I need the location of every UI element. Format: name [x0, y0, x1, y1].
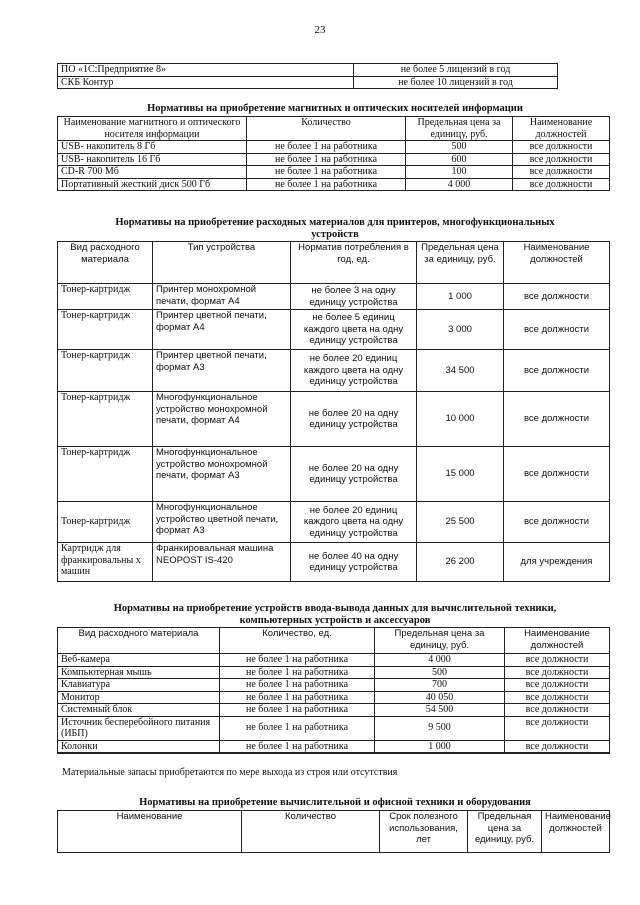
price: 4 000 — [406, 178, 513, 191]
page-number: 23 — [314, 24, 326, 36]
item-name: Колонки — [58, 740, 220, 753]
price: 700 — [375, 679, 505, 692]
table-row — [58, 691, 610, 704]
price: 500 — [406, 141, 513, 154]
price — [375, 753, 505, 754]
material: Тонер-картридж — [58, 310, 153, 350]
item-name: USB- накопитель 16 Гб — [58, 153, 247, 166]
table-row — [58, 392, 610, 447]
consumption-norm: не более 3 на одну единицу устройства — [291, 284, 417, 310]
positions: все должности — [505, 740, 610, 753]
positions: все должности — [504, 392, 610, 447]
io-devices-table — [57, 627, 610, 754]
item-name: USB- накопитель 8 Гб — [58, 141, 247, 154]
column-header: Норматив потребления в год, ед. — [291, 242, 417, 284]
item-name: Источник бесперебойного питания (ИБП) — [58, 716, 220, 740]
heading-line: компьютерных устройств и аксессуаров — [239, 615, 431, 626]
license-limit: не более 10 лицензий в год — [354, 76, 558, 89]
material: Тонер-картридж — [58, 447, 153, 502]
table-row — [58, 704, 610, 717]
item-name: CD-R 700 Мб — [58, 166, 247, 179]
price: 26 200 — [417, 543, 504, 582]
positions: все должности — [504, 284, 610, 310]
table-row — [58, 64, 558, 77]
software-name: СКБ Контур — [58, 76, 354, 89]
positions: все должности — [505, 691, 610, 704]
item-name: Монитор — [58, 691, 220, 704]
device-type: Многофункциональное устройство монохромной печати, формат А4 — [153, 392, 291, 447]
price: 600 — [406, 153, 513, 166]
column-header: Наименование должностей — [504, 242, 610, 284]
positions: все должности — [513, 153, 610, 166]
device-type: Принтер цветной печати, формат А4 — [153, 310, 291, 350]
price: 40 050 — [375, 691, 505, 704]
material: Тонер-картридж — [58, 284, 153, 310]
quantity: не более 1 на работника — [220, 679, 375, 692]
item-name: Компьютерная мышь — [58, 666, 220, 679]
positions: все должности — [505, 666, 610, 679]
quantity: не более 1 на работника — [247, 166, 406, 179]
positions: все должности — [504, 447, 610, 502]
column-header: Наименование должностей — [505, 628, 610, 654]
section-heading-office-equipment: Нормативы на приобретение вычислительной и офисной техники и оборудования — [139, 797, 531, 808]
item-name — [58, 753, 220, 754]
price: 10 000 — [417, 392, 504, 447]
price: 1 000 — [417, 284, 504, 310]
material: Картридж для франкировальны х машин — [58, 543, 153, 582]
table-row — [58, 666, 610, 679]
quantity: не более 1 на работника — [220, 704, 375, 717]
positions: все должности — [504, 502, 610, 543]
price: 15 000 — [417, 447, 504, 502]
consumption-norm: не более 40 на одну единицу устройства — [291, 543, 417, 582]
heading-line: Нормативы на приобретение расходных материалов для принтеров, многофункциональных — [115, 217, 555, 228]
heading-line: Нормативы на приобретение устройств ввода-вывода данных для вычислительной техники, — [113, 603, 557, 614]
positions: все должности — [504, 310, 610, 350]
positions: все должности — [513, 141, 610, 154]
io-note: Материальные запасы приобретаются по мере выхода из строя или отсутствия — [62, 767, 398, 778]
consumption-norm: не более 20 на одну единицу устройства — [291, 447, 417, 502]
quantity — [220, 753, 375, 754]
column-header: Предельная цена за единицу, руб. — [375, 628, 505, 654]
table-row — [58, 153, 610, 166]
printer-supplies-table — [57, 241, 610, 582]
column-header: Вид расходного материала — [58, 242, 153, 284]
heading-line: устройств — [311, 229, 359, 240]
table-row — [58, 178, 610, 191]
column-header: Срок полезного использования, лет — [380, 811, 468, 853]
positions: все должности — [505, 679, 610, 692]
consumption-norm: не более 20 единиц каждого цвета на одну единицу устройства — [291, 502, 417, 543]
item-name: Системный блок — [58, 704, 220, 717]
table-row — [58, 654, 610, 667]
quantity: не более 1 на работника — [220, 654, 375, 667]
positions: все должности — [505, 704, 610, 717]
section-heading-io-devices — [57, 603, 613, 627]
positions: все должности — [513, 166, 610, 179]
column-header: Количество — [242, 811, 380, 853]
table-row — [58, 740, 610, 753]
price: 54 500 — [375, 704, 505, 717]
quantity: не более 1 на работника — [220, 666, 375, 679]
section-heading-media: Нормативы на приобретение магнитных и оптических носителей информации — [147, 103, 523, 114]
consumption-norm: не более 5 единиц каждого цвета на одну единицу устройства — [291, 310, 417, 350]
column-header: Предельная цена за единицу, руб. — [468, 811, 542, 853]
section-heading-printer-supplies — [57, 217, 613, 241]
license-limit: не более 5 лицензий в год — [354, 64, 558, 77]
price: 100 — [406, 166, 513, 179]
quantity: не более 1 на работника — [247, 141, 406, 154]
positions: все должности — [505, 654, 610, 667]
column-header: Тип устройства — [153, 242, 291, 284]
consumption-norm: не более 20 на одну единицу устройства — [291, 392, 417, 447]
device-type: Многофункциональное устройство монохромной печати, формат А3 — [153, 447, 291, 502]
table-header-row — [58, 628, 610, 654]
table-header-row — [58, 242, 610, 284]
column-header: Количество — [247, 117, 406, 141]
table-row — [58, 502, 610, 543]
device-type: Многофункциональное устройство цветной печати, формат А3 — [153, 502, 291, 543]
material: Тонер-картридж — [58, 392, 153, 447]
quantity: не более 1 на работника — [220, 740, 375, 753]
item-name: Портативный жесткий диск 500 Гб — [58, 178, 247, 191]
table-row — [58, 716, 610, 740]
table-row — [58, 679, 610, 692]
quantity: не более 1 на работника — [220, 716, 375, 740]
item-name: Клавиатура — [58, 679, 220, 692]
positions: все должности — [513, 178, 610, 191]
column-header: Предельная цена за единицу, руб. — [417, 242, 504, 284]
price: 34 500 — [417, 350, 504, 392]
office-equipment-table — [57, 810, 610, 853]
material: Тонер-картридж — [58, 350, 153, 392]
table-header-row — [58, 117, 610, 141]
price: 9 500 — [375, 716, 505, 740]
table-row — [58, 284, 610, 310]
column-header: Наименование должностей — [513, 117, 610, 141]
table-row — [58, 166, 610, 179]
media-table — [57, 116, 610, 191]
price: 3 000 — [417, 310, 504, 350]
table-row — [58, 543, 610, 582]
column-header: Количество, ед. — [220, 628, 375, 654]
table-row — [58, 447, 610, 502]
software-license-table — [57, 63, 558, 89]
price: 500 — [375, 666, 505, 679]
positions: все должности — [504, 350, 610, 392]
positions — [505, 753, 610, 754]
device-type: Принтер цветной печати, формат А3 — [153, 350, 291, 392]
table-row — [58, 141, 610, 154]
device-type: Франкировальная машина NEOPOST IS-420 — [153, 543, 291, 582]
item-name: Веб-камера — [58, 654, 220, 667]
column-header: Вид расходного материала — [58, 628, 220, 654]
column-header: Наименование магнитного и оптического носителя информации — [58, 117, 247, 141]
price: 1 000 — [375, 740, 505, 753]
software-name: ПО «1С:Предприятие 8» — [58, 64, 354, 77]
column-header: Предельная цена за единицу, руб. — [406, 117, 513, 141]
quantity: не более 1 на работника — [247, 153, 406, 166]
table-row — [58, 76, 558, 89]
price: 4 000 — [375, 654, 505, 667]
table-header-row — [58, 811, 610, 853]
table-row — [58, 753, 610, 754]
positions: все должности — [505, 716, 610, 740]
quantity: не более 1 на работника — [220, 691, 375, 704]
column-header: Наименование должностей — [542, 811, 610, 853]
positions: для учреждения — [504, 543, 610, 582]
column-header: Наименование — [58, 811, 242, 853]
material: Тонер-картридж — [58, 502, 153, 543]
device-type: Принтер монохромной печати, формат А4 — [153, 284, 291, 310]
table-row — [58, 350, 610, 392]
table-row — [58, 310, 610, 350]
price: 25 500 — [417, 502, 504, 543]
consumption-norm: не более 20 единиц каждого цвета на одну единицу устройства — [291, 350, 417, 392]
quantity: не более 1 на работника — [247, 178, 406, 191]
